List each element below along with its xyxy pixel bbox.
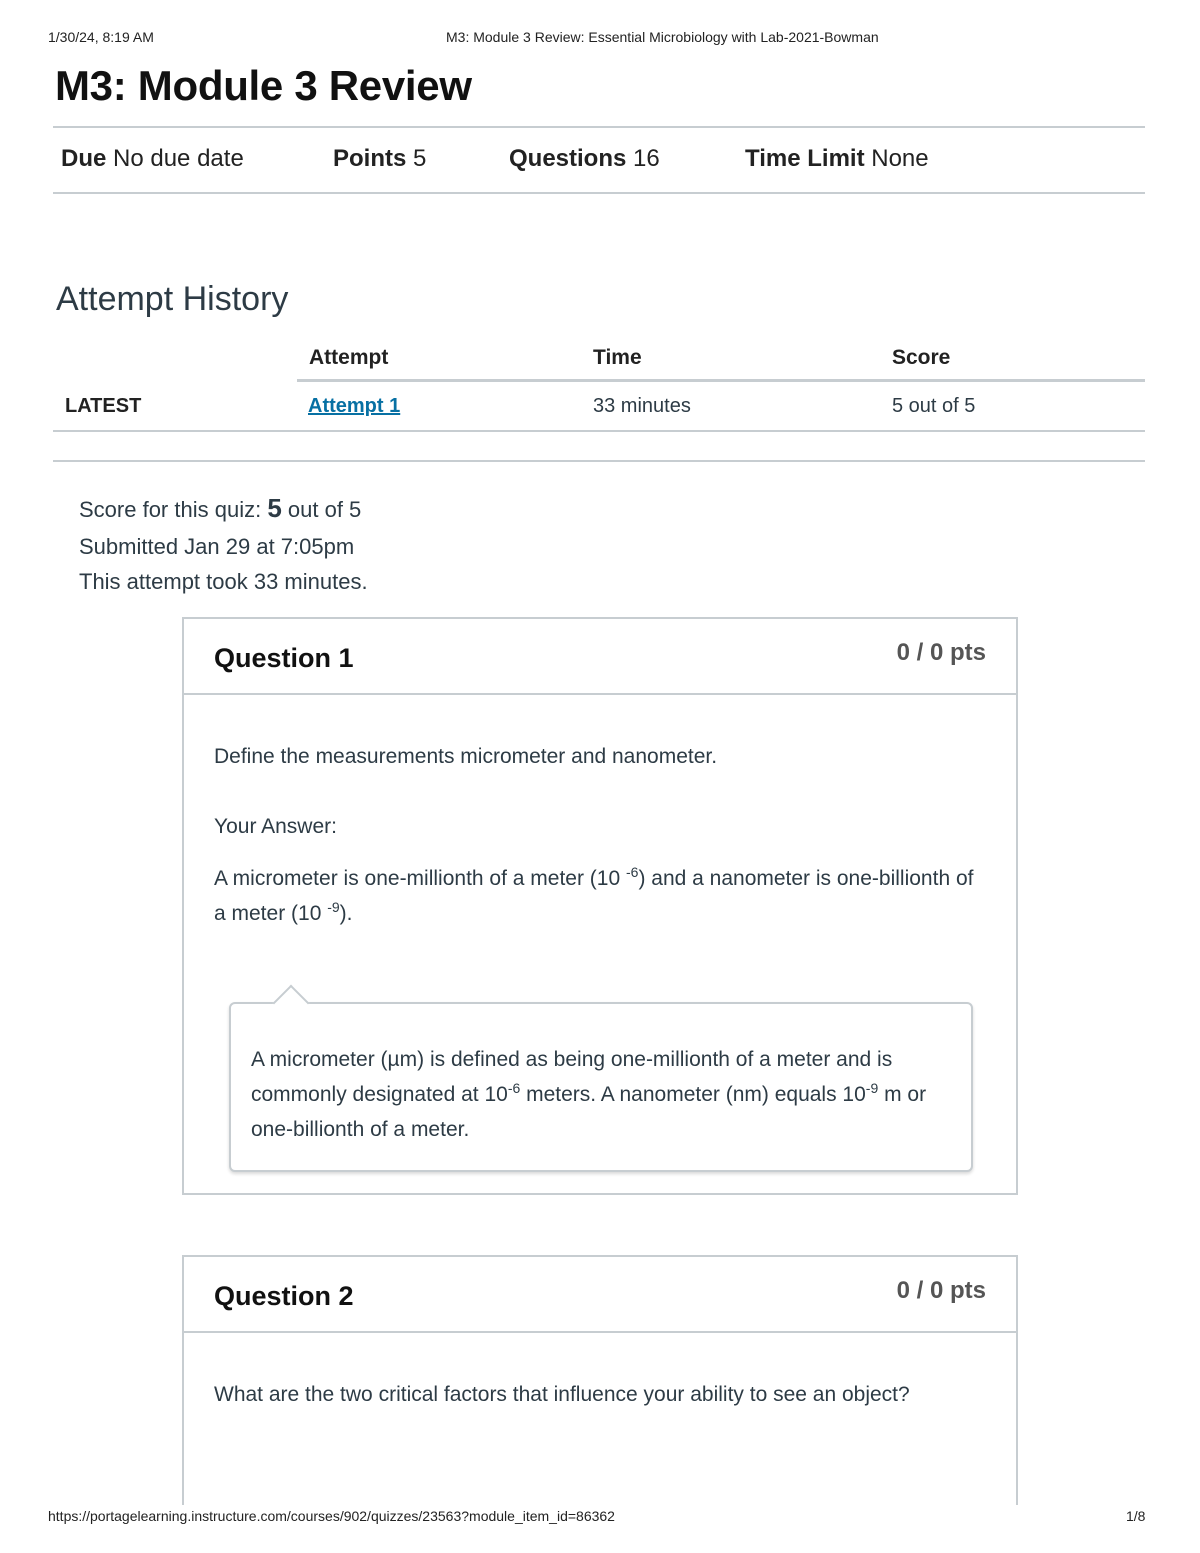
question-1-answer: [214, 861, 984, 931]
table-header-divider: [297, 379, 1145, 382]
print-datetime: 1/30/24, 8:19 AM: [48, 29, 154, 45]
column-header-attempt: Attempt: [309, 346, 389, 369]
answer-comment-box: [229, 1002, 973, 1172]
attempt-1-link[interactable]: Attempt 1: [308, 395, 401, 417]
meta-due-value: No due date: [113, 145, 244, 172]
table-row-divider: [53, 430, 1145, 432]
column-header-score: Score: [892, 346, 951, 369]
meta-points-label: Points: [333, 145, 407, 172]
question-1-points: 0 / 0 pts: [896, 639, 986, 666]
score-suffix: out of 5: [287, 497, 362, 522]
attempt-time: 33 minutes: [593, 395, 691, 417]
question-1-card: [182, 617, 1018, 1195]
meta-questions: [509, 145, 660, 173]
latest-label: LATEST: [65, 395, 142, 417]
attempt-history-title: Attempt History: [56, 280, 289, 318]
comment-pointer: [273, 985, 310, 1022]
meta-points: [333, 145, 426, 173]
meta-bottom-divider: [53, 192, 1145, 194]
your-answer-label: Your Answer:: [214, 815, 337, 838]
print-doc-title: M3: Module 3 Review: Essential Microbiology with Lab-2021-Bowman: [446, 29, 879, 45]
attempt-score: 5 out of 5: [892, 395, 976, 417]
section-divider: [53, 460, 1145, 462]
meta-due: [61, 145, 244, 173]
question-2-card: [182, 1255, 1018, 1505]
meta-top-divider: [53, 126, 1145, 128]
meta-time-limit-label: Time Limit: [745, 145, 865, 172]
question-2-prompt: What are the two critical factors that influence your ability to see an object?: [214, 1383, 910, 1406]
question-2-points: 0 / 0 pts: [896, 1277, 986, 1304]
answer-comment-text: [251, 1042, 956, 1147]
page-title: M3: Module 3 Review: [55, 62, 472, 109]
meta-questions-label: Questions: [509, 145, 627, 172]
column-header-time: Time: [593, 346, 642, 369]
meta-questions-value: 16: [633, 145, 660, 172]
comment-text-1: A micrometer (µm) is defined as being one-millionth of a meter and is commonly designated at 10: [251, 1048, 893, 1106]
meta-time-limit: [745, 145, 929, 173]
score-prefix: Score for this quiz:: [79, 497, 262, 522]
answer-text-1: A micrometer is one-millionth of a meter (10: [214, 867, 626, 890]
comment-text-2: meters. A nanometer (nm) equals 10: [520, 1083, 866, 1106]
meta-points-value: 5: [413, 145, 427, 172]
answer-exponent-2: -9: [327, 899, 340, 915]
comment-text-3: m or one-billionth of a meter.: [251, 1083, 927, 1141]
comment-exponent-1: -6: [507, 1080, 521, 1096]
meta-due-label: Due: [61, 145, 107, 172]
comment-exponent-2: -9: [865, 1080, 879, 1096]
answer-exponent-1: -6: [625, 864, 639, 880]
duration-text: This attempt took 33 minutes.: [79, 569, 368, 594]
question-2-header: [184, 1257, 1016, 1333]
question-2-title: Question 2: [214, 1281, 354, 1311]
meta-time-limit-value: None: [871, 145, 929, 172]
answer-text-2: ) and a nanometer is one-billionth of a meter (10: [214, 867, 974, 925]
question-1-title: Question 1: [214, 643, 354, 673]
print-page-number: 1/8: [1126, 1508, 1146, 1524]
quiz-score-line: [79, 493, 361, 524]
print-url: https://portagelearning.instructure.com/courses/902/quizzes/23563?module_item_id=86362: [48, 1508, 615, 1524]
answer-text-3: ).: [339, 902, 353, 925]
question-1-prompt: Define the measurements micrometer and nanometer.: [214, 745, 718, 768]
question-1-header: [184, 619, 1016, 695]
score-value: 5: [267, 493, 282, 523]
submitted-text: Submitted Jan 29 at 7:05pm: [79, 534, 355, 559]
